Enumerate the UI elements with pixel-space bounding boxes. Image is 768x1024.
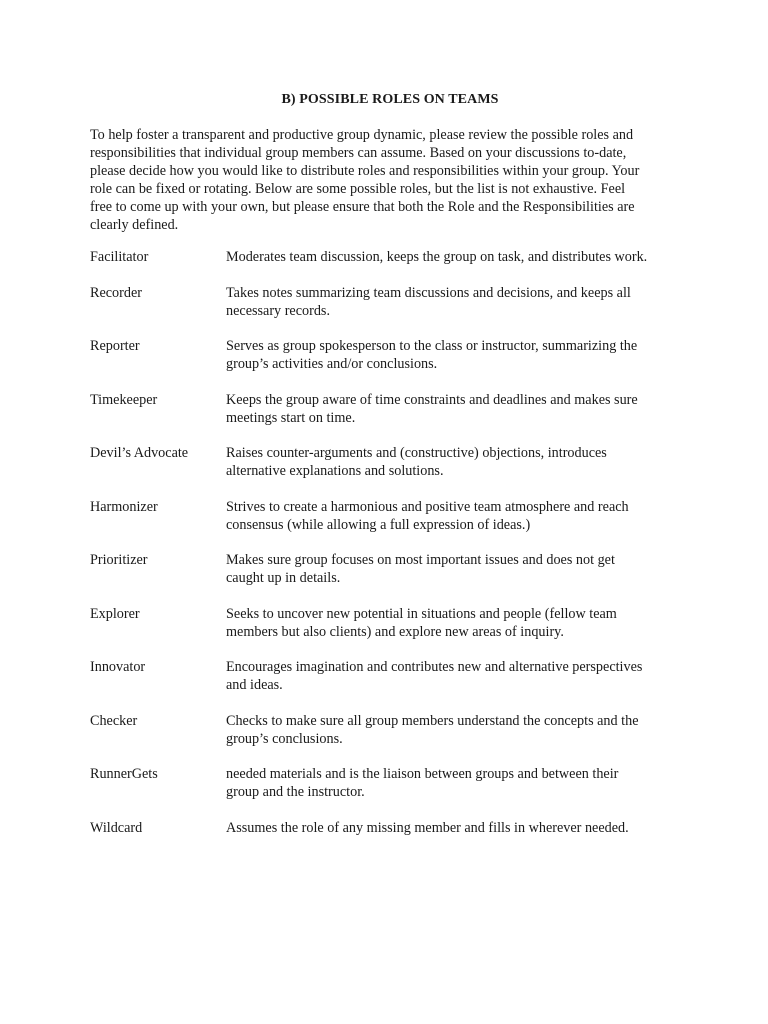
role-description: Assumes the role of any missing member and fills in wherever needed. — [226, 819, 629, 836]
role-row-innovator — [90, 658, 682, 694]
document-title: B) POSSIBLE ROLES ON TEAMS — [281, 92, 499, 107]
role-name: Reporter — [90, 338, 140, 354]
role-description: Makes sure group focuses on most important issues and does not get caught up in details. — [226, 552, 615, 586]
role-description: Takes notes summarizing team discussions and decisions, and keeps all necessary records. — [226, 284, 631, 319]
role-row-reporter — [90, 337, 682, 373]
role-row-recorder — [90, 284, 682, 320]
role-row-timekeeper — [90, 391, 682, 427]
role-name: Devil’s Advocate — [90, 445, 189, 461]
role-row-facilitator — [90, 248, 682, 266]
role-name: Prioritizer — [90, 552, 148, 568]
role-row-wildcard — [90, 819, 682, 837]
role-description: Strives to create a harmonious and positive team atmosphere and reach consensus (while allowing a full expression of ideas.) — [226, 498, 629, 533]
role-row-runner — [90, 765, 682, 801]
role-name: Recorder — [90, 284, 142, 301]
role-description: needed materials and is the liaison between groups and between their group and the instructor. — [226, 766, 619, 800]
role-description: Checks to make sure all group members understand the concepts and the group’s conclusions. — [226, 712, 639, 747]
role-description: Serves as group spokesperson to the class or instructor, summarizing the group’s activities and/or conclusions. — [226, 338, 638, 372]
role-name: Checker — [90, 712, 138, 729]
role-name: Innovator — [90, 659, 146, 675]
role-name: Wildcard — [90, 819, 143, 836]
role-name: Facilitator — [90, 249, 149, 265]
role-name: Explorer — [90, 605, 140, 622]
role-row-explorer — [90, 605, 682, 641]
role-row-checker — [90, 712, 682, 748]
role-description: Raises counter-arguments and (constructive) objections, introduces alternative explanations and solutions. — [226, 445, 607, 479]
document-page — [90, 92, 682, 854]
role-row-harmonizer — [90, 498, 682, 534]
role-name: Timekeeper — [90, 391, 158, 408]
role-name: Harmonizer — [90, 498, 158, 515]
role-description: Seeks to uncover new potential in situations and people (fellow team members but also clients) and explore new areas of inquiry. — [226, 605, 617, 640]
role-name: RunnerGets — [90, 766, 158, 782]
role-description: Keeps the group aware of time constraints and deadlines and makes sure meetings start on time. — [226, 391, 638, 426]
role-row-prioritizer — [90, 551, 682, 587]
roles-list — [90, 248, 682, 837]
role-row-devils-advocate — [90, 444, 682, 480]
role-description: Moderates team discussion, keeps the group on task, and distributes work. — [226, 249, 648, 265]
role-description: Encourages imagination and contributes new and alternative perspectives and ideas. — [226, 659, 643, 693]
intro-paragraph: To help foster a transparent and productive group dynamic, please review the possible roles and responsibilities that individual group members can assume. Based on your discussions to-date, please decide how you would like to distribute roles and responsibilities within your group. Your role can be fixed or rotating. Below are some possible roles, but the list is not exhaustive. Feel free to come up with your own, but please ensure that both the Role and the Responsibilities are clearly defined. — [90, 127, 640, 233]
